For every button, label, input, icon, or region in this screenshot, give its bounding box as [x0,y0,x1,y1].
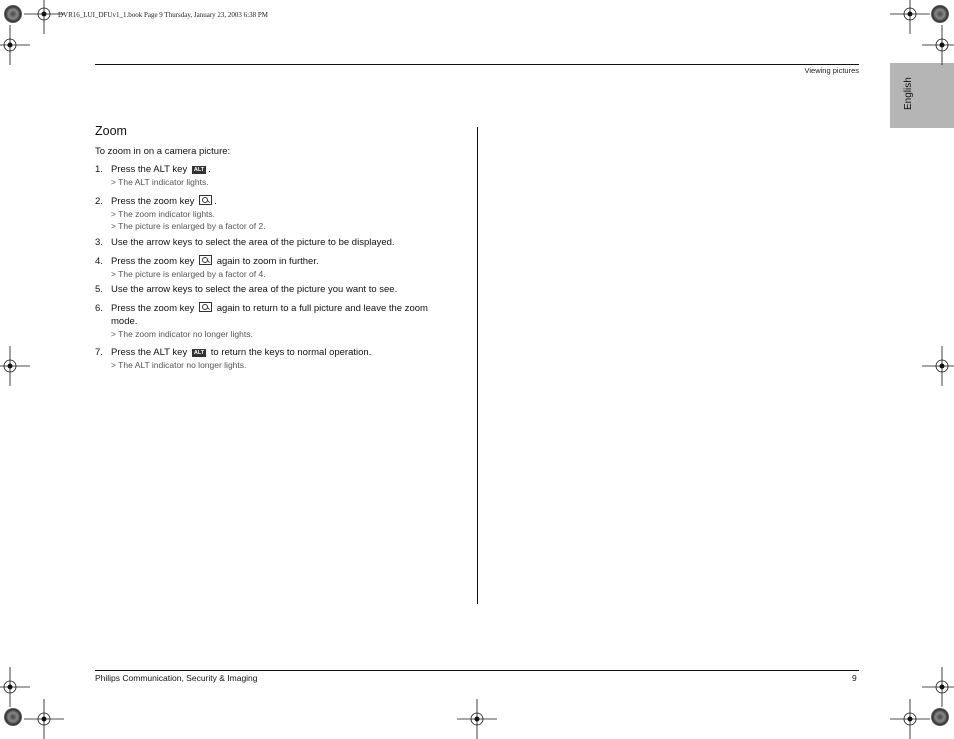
step-6 [95,302,445,340]
step-text: Press the zoom key [111,256,195,267]
print-slug: DVR16_LUI_DFUv1_1.book Page 9 Thursday, January 23, 2003 6:38 PM [58,11,268,19]
zoom-key-icon [199,195,212,205]
language-tab [890,63,954,128]
registration-mark-icon [457,699,497,739]
step-text: again to zoom in further. [216,256,319,267]
footer-rule [95,670,859,671]
zoom-key-icon [199,302,212,312]
page-number: 9 [852,673,857,683]
corner-target-icon [4,708,22,726]
step-result: > The zoom indicator no longer lights. [111,329,253,339]
step-number: 3. [95,237,103,248]
alt-key-icon: ALT [193,350,205,356]
corner-target-icon [931,708,949,726]
section-intro: To zoom in on a camera picture: [95,146,231,157]
step-text: . [214,196,217,207]
step-number: 5. [95,284,103,295]
registration-mark-icon [890,699,930,739]
registration-mark-icon [0,346,30,386]
alt-key-icon: ALT [193,167,205,173]
step-3 [95,236,445,249]
zoom-key-icon [199,255,212,265]
step-number: 1. [95,164,103,175]
step-4 [95,255,445,280]
step-1 [95,163,445,188]
step-text: Press the zoom key [111,196,195,207]
step-text: Use the arrow keys to select the area of the picture to be displayed. [111,237,395,248]
registration-mark-icon [24,0,64,34]
step-text: Use the arrow keys to select the area of the picture you want to see. [111,284,398,295]
step-number: 6. [95,303,103,314]
registration-mark-icon [922,346,954,386]
corner-target-icon [4,5,22,23]
step-2 [95,195,445,232]
step-text: Press the ALT key [111,164,188,175]
step-number: 4. [95,256,103,267]
step-text: . [208,164,211,175]
language-tab-label: English [903,77,914,110]
step-text: to return the keys to normal operation. [210,347,372,358]
step-5 [95,283,445,296]
step-result: > The ALT indicator lights. [111,177,209,187]
step-text: Press the zoom key [111,303,195,314]
step-result: > The zoom indicator lights. [111,209,216,219]
header-rule [95,64,859,65]
registration-mark-icon [922,25,954,65]
step-result: > The picture is enlarged by a factor of 4. [111,269,266,279]
step-result: > The ALT indicator no longer lights. [111,360,247,370]
step-7 [95,346,445,371]
column-divider [477,127,478,604]
step-number: 7. [95,347,103,358]
step-result: > The picture is enlarged by a factor of 2. [111,221,266,231]
registration-mark-icon [24,699,64,739]
step-text: Press the ALT key [111,347,188,358]
step-text: again to return to a full picture and leave the zoom mode. [111,303,428,327]
step-number: 2. [95,196,103,207]
footer-company: Philips Communication, Security & Imaging [95,673,258,683]
running-head: Viewing pictures [804,66,859,75]
corner-target-icon [931,5,949,23]
section-title: Zoom [95,124,127,138]
